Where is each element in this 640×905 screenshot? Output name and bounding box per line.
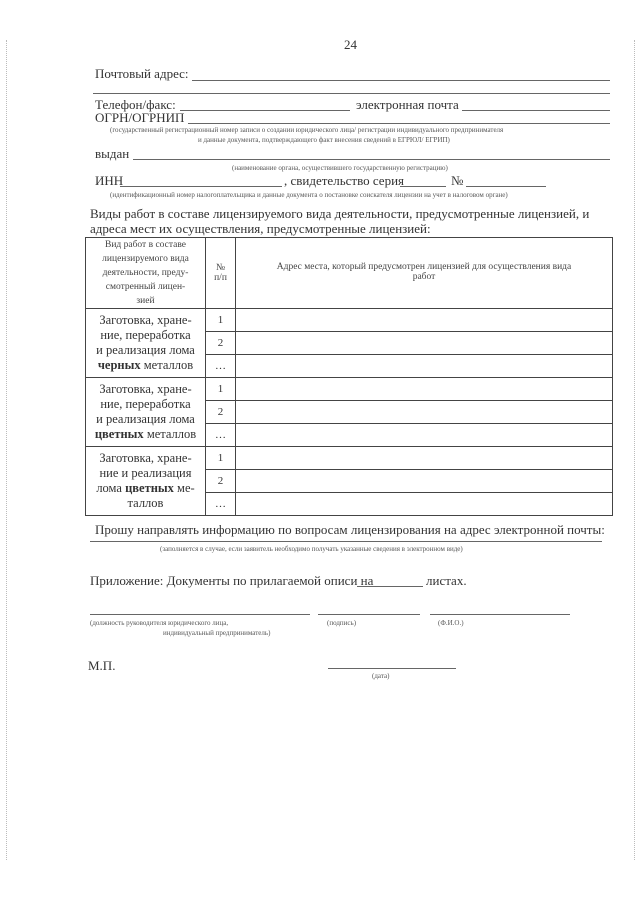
page-number: 24 <box>344 37 357 52</box>
address-cell[interactable] <box>236 447 613 470</box>
work-type-line: таллов <box>127 496 164 510</box>
work-type-line: металлов <box>143 427 197 441</box>
issued-label: выдан <box>95 146 130 161</box>
date-line <box>328 668 456 669</box>
row-number: 2 <box>206 401 236 424</box>
table-header-row <box>86 238 613 309</box>
row-number: 1 <box>206 378 236 401</box>
ogrn-note-1: (государственный регистрационный номер записи о создании юридического лица/ регистрации индивидуального предпринимателя <box>110 126 504 134</box>
email-line <box>462 110 610 111</box>
work-type-line: металлов <box>140 358 194 372</box>
header-number-line: п/п <box>214 273 227 283</box>
ogrn-line <box>188 123 610 124</box>
address-cell[interactable] <box>236 470 613 493</box>
work-type-line: Заготовка, хране- <box>99 451 192 465</box>
inn-note: (идентификационный номер налогоплательщика и данные документа о постановке соискателя лицензии на учет в налоговом органе) <box>110 191 508 199</box>
types-title-line-2: адреса мест их осуществления, предусмотренные лицензией: <box>90 221 431 236</box>
row-number: 1 <box>206 447 236 470</box>
request-email-text: Прошу направлять информацию по вопросам лицензирования на адрес электронной почты: <box>95 522 605 537</box>
date-note: (дата) <box>372 672 390 680</box>
work-type-line: Заготовка, хране- <box>99 313 192 327</box>
work-type-line: лома <box>96 481 126 495</box>
work-type-line: и реализация лома <box>96 412 195 426</box>
phone-line <box>180 110 350 111</box>
postal-address-label: Почтовый адрес: <box>95 66 189 81</box>
scan-edge-left <box>6 40 8 860</box>
address-cell[interactable] <box>236 424 613 447</box>
position-note: (должность руководителя юридического лица, <box>90 619 229 627</box>
row-number: … <box>206 424 236 447</box>
email-label: электронная почта <box>356 97 459 112</box>
work-type-line: ние и реализация <box>99 466 192 480</box>
header-address-line: работ <box>412 272 436 282</box>
issued-note: (наименование органа, осуществившего государственную регистрацию) <box>232 164 448 172</box>
work-type-line: ме- <box>173 481 195 495</box>
work-type-bold: цветных <box>94 427 144 441</box>
position-line <box>90 614 310 615</box>
work-type-line: ние, переработка <box>100 397 191 411</box>
address-cell[interactable] <box>236 401 613 424</box>
certificate-series-label: , свидетельство серия <box>284 173 405 188</box>
address-cell[interactable] <box>236 309 613 332</box>
inn-label: ИНН <box>95 173 124 188</box>
row-number: … <box>206 355 236 378</box>
signature-line <box>318 614 420 615</box>
scan-edge-right <box>634 40 636 860</box>
certificate-series-line <box>400 186 446 187</box>
row-number: 1 <box>206 309 236 332</box>
row-number: … <box>206 493 236 516</box>
address-cell[interactable] <box>236 332 613 355</box>
ogrn-label: ОГРН/ОГРНИП <box>95 110 185 125</box>
header-work-type-line: смотренный лицен- <box>105 282 186 292</box>
header-work-type-line: деятельности, преду- <box>102 268 189 278</box>
work-type-line: ние, переработка <box>100 328 191 342</box>
header-work-type-line: Вид работ в составе <box>105 240 186 250</box>
ogrn-note-2: и данные документа, подтверждающего факт внесения сведений в ЕГРЮЛ/ ЕГРИП) <box>198 136 450 144</box>
header-work-type <box>86 238 206 309</box>
header-work-type-line: лицензируемого вида <box>102 254 189 264</box>
work-type-bold: черных <box>97 358 141 372</box>
certificate-number-line <box>466 186 546 187</box>
header-number-line: № <box>215 263 226 273</box>
request-email-line <box>90 541 602 542</box>
types-title-line-1: Виды работ в составе лицензируемого вида деятельности, предусмотренные лицензией, и <box>90 206 590 221</box>
request-email-note: (заполняется в случае, если заявитель необходимо получать указанные сведения в электронном виде) <box>160 545 463 553</box>
appendix-text: Приложение: Документы по прилагаемой описи на <box>90 573 374 588</box>
header-number <box>206 238 236 309</box>
row-number: 2 <box>206 332 236 355</box>
postal-address-line <box>192 80 610 81</box>
work-type-line: Заготовка, хране- <box>99 382 192 396</box>
fio-line <box>430 614 570 615</box>
header-address-line: Адрес места, который предусмотрен лицензией для осуществления вида <box>276 262 572 272</box>
fio-note: (Ф.И.О.) <box>438 619 464 627</box>
address-cell[interactable] <box>236 493 613 516</box>
work-types-table <box>85 237 613 516</box>
table-row <box>86 378 613 401</box>
table-row <box>86 309 613 332</box>
work-type-bold: цветных <box>125 481 174 495</box>
header-address <box>236 238 613 309</box>
inn-line <box>120 186 282 187</box>
header-work-type-line: зией <box>136 296 155 306</box>
appendix-sheets-label: листах. <box>426 573 467 588</box>
phone-label: Телефон/факс: <box>95 97 176 112</box>
certificate-number-sign: № <box>451 173 464 188</box>
postal-address-line-2 <box>93 93 610 94</box>
work-type-line: и реализация лома <box>96 343 195 357</box>
issued-line <box>133 159 610 160</box>
work-type-nonferrous-sale <box>86 447 206 516</box>
position-note-2: индивидуальный предприниматель) <box>163 629 271 637</box>
address-cell[interactable] <box>236 378 613 401</box>
work-type-nonferrous-processing <box>86 378 206 447</box>
signature-note: (подпись) <box>327 619 357 627</box>
row-number: 2 <box>206 470 236 493</box>
stamp-place-label: М.П. <box>88 658 116 673</box>
address-cell[interactable] <box>236 355 613 378</box>
table-row <box>86 447 613 470</box>
appendix-sheets-line <box>357 586 423 587</box>
work-type-ferrous <box>86 309 206 378</box>
